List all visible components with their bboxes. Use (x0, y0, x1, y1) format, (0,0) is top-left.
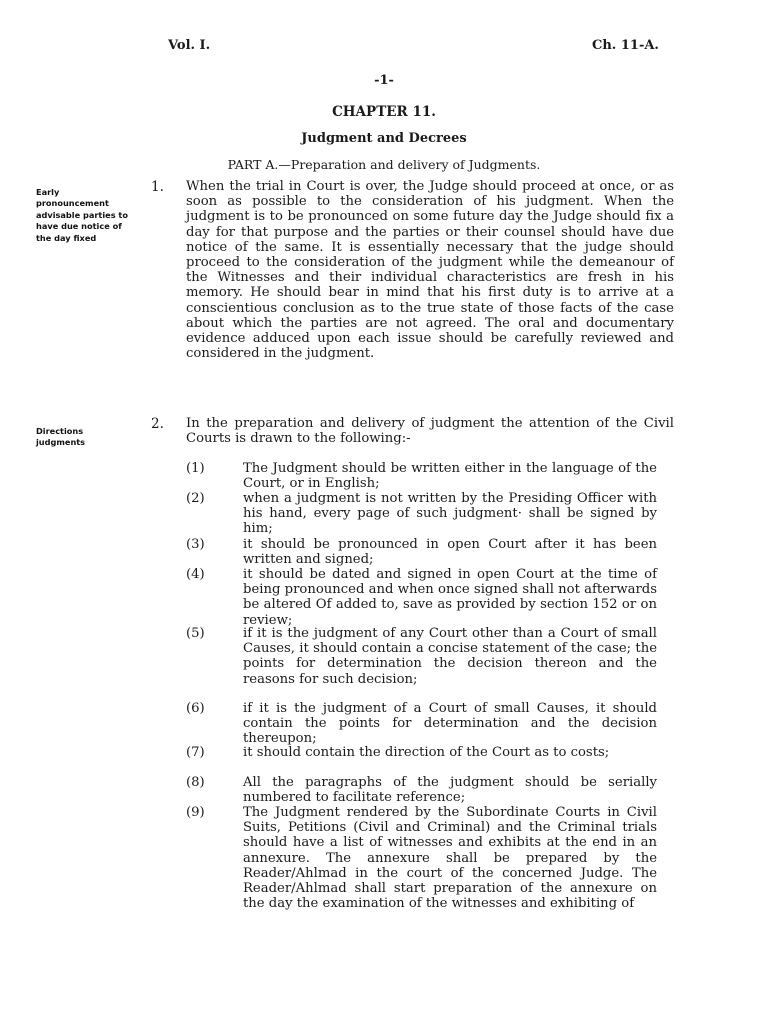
list-item-text: when a judgment is not written by the Presiding Officer with his hand, every page of such judgment· shall be signed by him; (243, 491, 657, 537)
list-item-number: (3) (186, 537, 205, 552)
list-item-number: (8) (186, 775, 205, 790)
part-heading: PART A.—Preparation and delivery of Judgments. (227, 157, 541, 172)
list-item-text: The Judgment should be written either in the language of the Court, or in English; (243, 461, 657, 492)
margin-note-early-pronouncement: Early pronouncement advisable parties to have due notice of the day fixed (36, 187, 128, 243)
list-item-number: (7) (186, 745, 205, 760)
list-item-text: All the paragraphs of the judgment should be serially numbered to facilitate reference; (243, 775, 657, 806)
list-item-number: (6) (186, 701, 205, 716)
chapter-subtitle: Judgment and Decrees (301, 131, 467, 146)
list-item-text: it should be dated and signed in open Court at the time of being pronounced and when once signed shall not afterwards be altered Of added to, save as provided by section 152 or on review; (243, 567, 657, 628)
list-item-number: (5) (186, 626, 205, 641)
list-item-text: if it is the judgment of any Court other than a Court of small Causes, it should contain a concise statement of the case; the points for determination the decision thereon and the reasons for such decision; (243, 626, 657, 687)
list-item-text: The Judgment rendered by the Subordinate Courts in Civil Suits, Petitions (Civil and Criminal) and the Criminal trials should have a list of witnesses and exhibits at the end in an annexure. The annexure shall be prepared by the Reader/Ahlmad in the court of the concerned Judge. The Reader/Ahlmad shall start preparation of the annexure on the day the examination of the witnesses and exhibiting of (243, 805, 657, 912)
list-item-text: if it is the judgment of a Court of small Causes, it should contain the points for determination and the decision thereupon; (243, 701, 657, 747)
list-item-number: (9) (186, 805, 205, 820)
paragraph-1-number: 1. (151, 179, 164, 195)
list-item-number: (1) (186, 461, 205, 476)
list-item-number: (4) (186, 567, 205, 582)
chapter-title: CHAPTER 11. (332, 104, 436, 120)
margin-note-directions: Directions judgments (36, 426, 86, 448)
page-number: -1- (374, 73, 394, 88)
paragraph-2-text: In the preparation and delivery of judgment the attention of the Civil Courts is drawn to the following:- (186, 416, 674, 447)
paragraph-1-text: When the trial in Court is over, the Judge should proceed at once, or as soon as possible to the consideration of his judgment. When the judgment is to be pronounced on some future day the Judge should fix a day for that purpose and the parties or their counsel should have due notice of the same. It is essentially necessary that the judge should proceed to the consideration of the judgment while the demeanour of the Witnesses and their individual characteristics are fresh in his memory. He should bear in mind that his first duty is to arrive at a conscientious conclusion as to the true state of those facts of the case about which the parties are not agreed. The oral and documentary evidence adduced upon each issue should be carefully reviewed and considered in the judgment. (186, 179, 674, 362)
list-item-text: it should be pronounced in open Court after it has been written and signed; (243, 537, 657, 568)
volume-header: Vol. I. (168, 38, 211, 53)
chapter-ref-header: Ch. 11-A. (592, 38, 659, 53)
paragraph-2-number: 2. (151, 416, 164, 432)
list-item-number: (2) (186, 491, 205, 506)
list-item-text: it should contain the direction of the Court as to costs; (243, 745, 610, 760)
